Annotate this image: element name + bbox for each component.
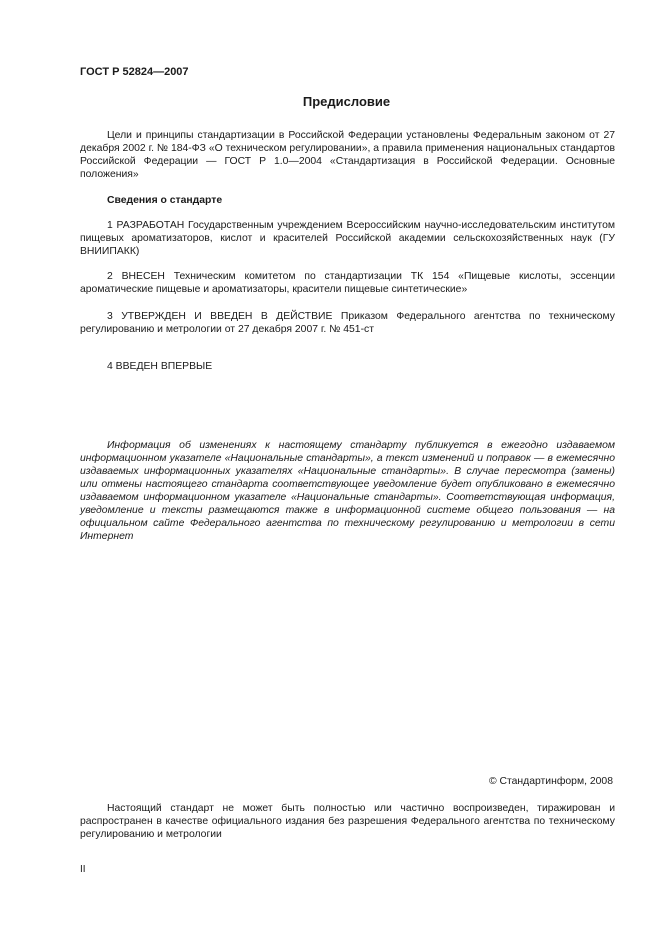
intro-paragraph: Цели и принципы стандартизации в Российской Федерации установлены Федеральным законом от 27 декабря 2002 г. № 184-ФЗ «О техническом регулировании», а правила применения национальных стандартов Российской Федерации — ГОСТ Р 1.0—2004 «Стандартизация в Российской Федерации. Основные положения» [80,130,615,180]
info-item-3: 3 УТВЕРЖДЕН И ВВЕДЕН В ДЕЙСТВИЕ Приказом Федерального агентства по техническому регулированию и метрологии от 27 декабря 2007 г. № 451-ст [80,311,615,335]
copyright-line: © Стандартинформ, 2008 [488,776,613,787]
reproduction-notice: Настоящий стандарт не может быть полностью или частично воспроизведен, тиражирован и распространен в качестве официального издания без разрешения Федерального агентства по техническому регулированию и метрологии [80,803,615,840]
standard-info-heading: Сведения о стандарте [107,195,223,206]
info-item-2: 2 ВНЕСЕН Техническим комитетом по стандартизации ТК 154 «Пищевые кислоты, эссенции ароматические пищевые и ароматизаторы, красители пищевые синтетические» [80,271,615,295]
page-number: II [80,864,86,875]
document-id: ГОСТ Р 52824—2007 [80,66,189,78]
info-item-1: 1 РАЗРАБОТАН Государственным учреждением Всероссийским научно-исследовательским институтом пищевых ароматизаторов, кислот и красителей Российской академии сельскохозяйственных наук (ГУ ВНИИПАКК) [80,220,615,257]
changes-notice: Информация об изменениях к настоящему стандарту публикуется в ежегодно издаваемом информационном указателе «Национальные стандарты», а текст изменений и поправок — в ежемесячно издаваемых информационных указателях «Национальные стандарты». В случае пересмотра (замены) или отмены настоящего стандарта соответствующее уведомление будет опубликовано в ежемесячно издаваемом информационном указателе «Национальные стандарты». Соответствующая информация, уведомление и тексты размещаются также в информационной системе общего пользования — на официальном сайте Федерального агентства по техническому регулированию и метрологии в сети Интернет [80,440,615,542]
page-title: Предисловие [302,94,391,109]
info-item-4: 4 ВВЕДЕН ВПЕРВЫЕ [107,361,213,372]
